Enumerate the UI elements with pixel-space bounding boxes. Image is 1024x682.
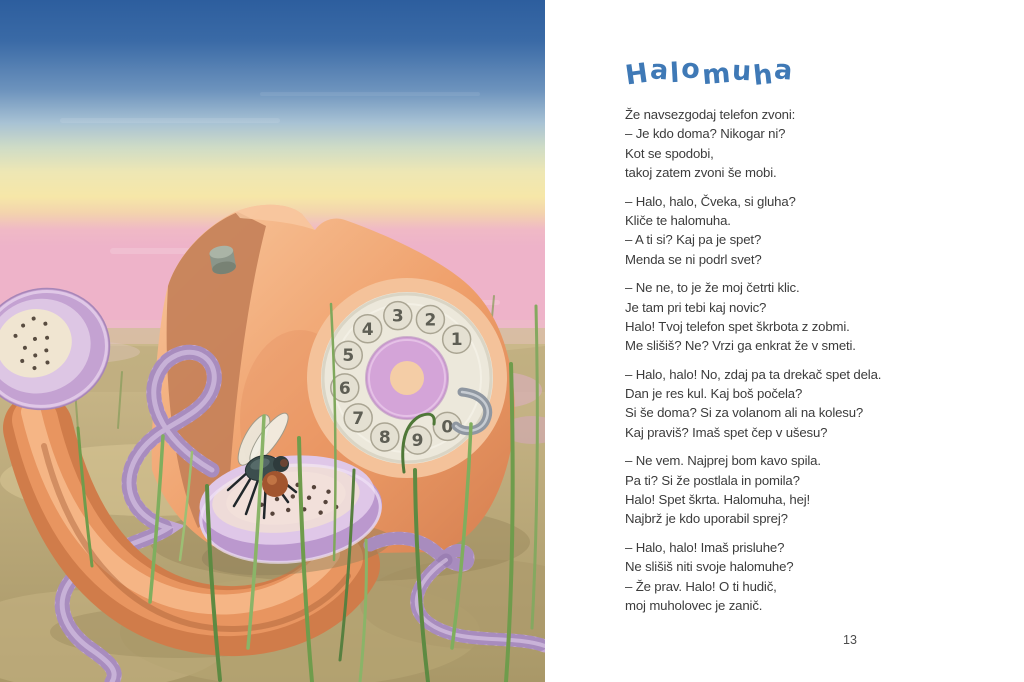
- rotary-dial: [307, 278, 507, 478]
- poem-line: Dan je res kul. Kaj boš počela?: [625, 386, 803, 402]
- poem-line: – Ne vem. Najprej bom kavo spila.: [625, 453, 821, 469]
- poem-line: Halo! Tvoj telefon spet škrbota z zobmi.: [625, 318, 850, 334]
- poem-line: Pa ti? Si že postlala in pomila?: [625, 472, 800, 488]
- poem-line: – A ti si? Kaj pa je spet?: [625, 232, 762, 248]
- poem-line: moj muholovec je zanič.: [625, 597, 763, 613]
- poem-line: Ne slišiš niti svoje halomuhe?: [625, 559, 794, 575]
- poem-line: Že navsezgodaj telefon zvoni:: [625, 107, 796, 122]
- poem-body: [625, 105, 955, 615]
- dial-digit: 4: [361, 319, 374, 340]
- dial-digit: 9: [411, 431, 424, 452]
- poem-line: – Halo, halo, Čveka, si gluha?: [625, 193, 796, 209]
- poem-stanza: [625, 192, 955, 270]
- dial-digit: 0: [441, 417, 454, 438]
- poem-line: Kot se spodobi,: [625, 145, 714, 161]
- title-letter: l: [669, 57, 682, 90]
- title-letter: H: [623, 57, 652, 92]
- title-letter: u: [731, 55, 754, 88]
- poem-line: – Ne ne, to je že moj četrti klic.: [625, 280, 800, 296]
- poem-text-block: [623, 53, 955, 624]
- title-letter: a: [773, 54, 797, 87]
- title-letter: h: [751, 58, 777, 93]
- poem-title: [623, 53, 955, 97]
- poem-stanza: [625, 365, 955, 443]
- title-letter: a: [648, 54, 672, 87]
- poem-stanza: [625, 278, 955, 356]
- poem-line: – Halo, halo! No, zdaj pa ta drekač spet dela.: [625, 366, 882, 382]
- poem-line: – Že prav. Halo! O ti hudič,: [625, 578, 777, 594]
- poem-line: – Je kdo doma? Nikogar ni?: [625, 126, 786, 142]
- dial-digit: 2: [424, 310, 437, 331]
- poem-line: Kliče te halomuha.: [625, 212, 731, 228]
- poem-line: Menda se ni podrl svet?: [625, 251, 762, 267]
- dial-digit: 5: [342, 346, 355, 367]
- poem-line: takoj zatem zvoni še mobi.: [625, 165, 777, 181]
- poem-stanza: [625, 451, 955, 529]
- dial-digit: 3: [391, 306, 404, 327]
- poem-line: Je tam pri tebi kaj novic?: [625, 299, 767, 315]
- title-letter: o: [679, 53, 704, 87]
- poem-line: – Halo, halo! Imaš prisluhe?: [625, 539, 785, 555]
- poem-line: Najbrž je kdo uporabil sprej?: [625, 511, 788, 527]
- page-number: 13: [843, 633, 857, 647]
- dial-digit: 8: [378, 427, 391, 448]
- dial-digit: 1: [450, 330, 463, 351]
- dial-digit: 6: [338, 378, 351, 399]
- poem-stanza: [625, 105, 955, 183]
- poem-line: Halo! Spet škrta. Halomuha, hej!: [625, 492, 811, 508]
- fly-eye: [280, 459, 288, 467]
- poem-line: Si še doma? Si za volanom ali na kolesu?: [625, 405, 864, 421]
- poem-line: Me slišiš? Ne? Vrzi ga enkrat že v smeti.: [625, 338, 856, 354]
- dial-digit: 7: [352, 408, 365, 429]
- poem-page: [545, 0, 1024, 682]
- poem-stanza: [625, 538, 955, 616]
- title-letter: m: [700, 57, 734, 92]
- poem-line: Kaj praviš? Imaš spet čep v ušesu?: [625, 424, 828, 440]
